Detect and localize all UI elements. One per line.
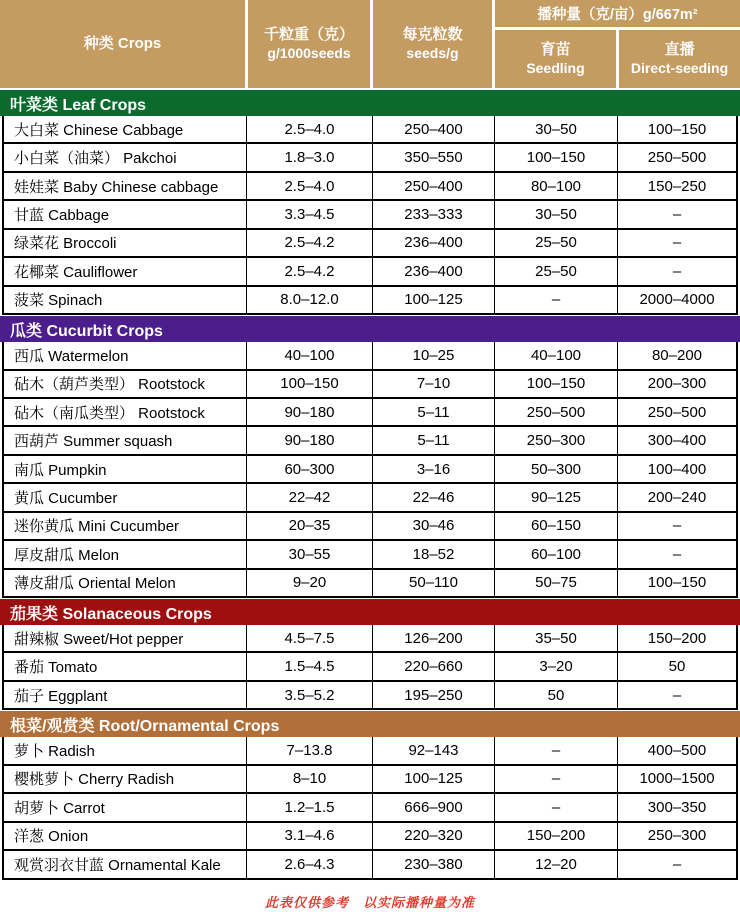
seeds-per-gram-en: seeds/g bbox=[406, 44, 459, 61]
cell-seeds-per-gram: 236–400 bbox=[373, 258, 495, 284]
cell-crop: 甘蓝 Cabbage bbox=[4, 201, 247, 227]
cell-crop: 小白菜（油菜） Pakchoi bbox=[4, 144, 247, 170]
cell-seeds-per-gram: 50–110 bbox=[373, 570, 495, 596]
thousand-seed-weight-zh: 千粒重（克） bbox=[263, 25, 354, 43]
cell-seedling-rate: 30–50 bbox=[495, 116, 618, 142]
cell-crop: 菠菜 Spinach bbox=[4, 287, 247, 313]
cell-crop: 迷你黄瓜 Mini Cucumber bbox=[4, 513, 247, 539]
cell-seeds-per-gram: 7–10 bbox=[373, 371, 495, 397]
cell-weight: 2.5–4.0 bbox=[247, 116, 373, 142]
cell-seedling-rate: 3–20 bbox=[495, 653, 618, 679]
column-header-seeding-rate bbox=[495, 0, 740, 27]
cell-seeds-per-gram: 100–125 bbox=[373, 766, 495, 792]
table-row bbox=[4, 287, 736, 315]
column-header-crops-label: 种类 Crops bbox=[83, 34, 162, 52]
seeding-rate-subcolumns bbox=[495, 30, 740, 88]
table-row bbox=[4, 766, 736, 794]
cell-direct-rate: – bbox=[672, 855, 682, 873]
cell-seeds-per-gram: 126–200 bbox=[373, 625, 495, 651]
table-row bbox=[4, 625, 736, 653]
cell-crop: 南瓜 Pumpkin bbox=[4, 456, 247, 482]
cell-seeds-per-gram: 5–11 bbox=[373, 399, 495, 425]
cell-direct-rate: 1000–1500 bbox=[639, 770, 715, 788]
cell-seeds-per-gram: 22–46 bbox=[373, 484, 495, 510]
cell-seedling-rate: – bbox=[495, 766, 618, 792]
cell-direct-rate: 300–400 bbox=[647, 432, 707, 450]
cell-seedling-rate: 50 bbox=[495, 682, 618, 708]
table-row bbox=[4, 258, 736, 286]
table-row bbox=[4, 737, 736, 765]
table-row bbox=[4, 427, 736, 455]
table-row bbox=[4, 201, 736, 229]
table-row bbox=[4, 682, 736, 710]
cell-weight: 9–20 bbox=[247, 570, 373, 596]
column-header-direct-seeding bbox=[619, 30, 740, 88]
table-row bbox=[4, 399, 736, 427]
cell-seedling-rate: 90–125 bbox=[495, 484, 618, 510]
cell-seeds-per-gram: 10–25 bbox=[373, 342, 495, 368]
cell-weight: 7–13.8 bbox=[247, 737, 373, 763]
table-row bbox=[4, 173, 736, 201]
cell-crop: 樱桃萝卜 Cherry Radish bbox=[4, 766, 247, 792]
cell-seeds-per-gram: 220–660 bbox=[373, 653, 495, 679]
cell-direct-rate: 200–240 bbox=[647, 488, 707, 506]
table-body bbox=[0, 90, 740, 880]
cell-weight: 1.8–3.0 bbox=[247, 144, 373, 170]
cell-seedling-rate: 60–150 bbox=[495, 513, 618, 539]
column-header-crops bbox=[0, 0, 245, 88]
cell-seeds-per-gram: 236–400 bbox=[373, 230, 495, 256]
seedling-zh: 育苗 bbox=[540, 40, 571, 58]
cell-seeds-per-gram: 233–333 bbox=[373, 201, 495, 227]
cell-weight: 2.5–4.0 bbox=[247, 173, 373, 199]
cell-seedling-rate: 40–100 bbox=[495, 342, 618, 368]
direct-seeding-zh: 直播 bbox=[664, 40, 695, 58]
cell-weight: 30–55 bbox=[247, 541, 373, 567]
cell-seeds-per-gram: 195–250 bbox=[373, 682, 495, 708]
table-row bbox=[4, 484, 736, 512]
column-group-seeding-rate bbox=[495, 0, 740, 88]
table-row bbox=[4, 513, 736, 541]
cell-weight: 3.1–4.6 bbox=[247, 823, 373, 849]
cell-seeds-per-gram: 250–400 bbox=[373, 173, 495, 199]
table-row bbox=[4, 823, 736, 851]
table-row bbox=[4, 144, 736, 172]
cell-seedling-rate: 12–20 bbox=[495, 851, 618, 877]
cell-direct-rate: – bbox=[672, 262, 682, 280]
table-row bbox=[4, 851, 736, 879]
section-label: 叶菜类 Leaf Crops bbox=[10, 96, 147, 114]
seeds-per-gram-zh: 每克粒数 bbox=[402, 25, 463, 43]
cell-seedling-rate: 80–100 bbox=[495, 173, 618, 199]
section-rows bbox=[2, 737, 738, 879]
table-row bbox=[4, 230, 736, 258]
cell-crop: 砧木（葫芦类型） Rootstock bbox=[4, 371, 247, 397]
table-header bbox=[0, 0, 740, 88]
cell-seeds-per-gram: 250–400 bbox=[373, 116, 495, 142]
footer-note: 此表仅供参考 以实际播种量为准 bbox=[264, 895, 475, 911]
cell-direct-rate: 300–350 bbox=[647, 798, 707, 816]
cell-weight: 1.5–4.5 bbox=[247, 653, 373, 679]
table-row bbox=[4, 116, 736, 144]
cell-crop: 娃娃菜 Baby Chinese cabbage bbox=[4, 173, 247, 199]
section-header bbox=[0, 599, 740, 625]
column-header-seeds-per-gram bbox=[373, 0, 492, 88]
direct-seeding-en: Direct-seeding bbox=[630, 59, 729, 76]
cell-weight: 90–180 bbox=[247, 399, 373, 425]
cell-crop: 薄皮甜瓜 Oriental Melon bbox=[4, 570, 247, 596]
section-rows bbox=[2, 342, 738, 598]
cell-seedling-rate: 60–100 bbox=[495, 541, 618, 567]
cell-seeds-per-gram: 18–52 bbox=[373, 541, 495, 567]
cell-direct-rate: 80–200 bbox=[651, 346, 703, 364]
cell-direct-rate: 250–500 bbox=[647, 403, 707, 421]
cell-seedling-rate: 30–50 bbox=[495, 201, 618, 227]
cell-seeds-per-gram: 92–143 bbox=[373, 737, 495, 763]
cell-weight: 4.5–7.5 bbox=[247, 625, 373, 651]
cell-crop: 大白菜 Chinese Cabbage bbox=[4, 116, 247, 142]
cell-direct-rate: 150–200 bbox=[647, 629, 707, 647]
cell-direct-rate: – bbox=[672, 234, 682, 252]
table-row bbox=[4, 653, 736, 681]
cell-seedling-rate: 250–500 bbox=[495, 399, 618, 425]
cell-direct-rate: – bbox=[672, 517, 682, 535]
cell-direct-rate: 150–250 bbox=[647, 177, 707, 195]
cell-crop: 番茄 Tomato bbox=[4, 653, 247, 679]
cell-crop: 甜辣椒 Sweet/Hot pepper bbox=[4, 625, 247, 651]
cell-direct-rate: 200–300 bbox=[647, 375, 707, 393]
cell-weight: 3.3–4.5 bbox=[247, 201, 373, 227]
cell-seedling-rate: 50–300 bbox=[495, 456, 618, 482]
cell-direct-rate: 100–150 bbox=[647, 574, 707, 592]
table-row bbox=[4, 570, 736, 598]
cell-seedling-rate: – bbox=[495, 737, 618, 763]
cell-seeds-per-gram: 5–11 bbox=[373, 427, 495, 453]
cell-direct-rate: – bbox=[672, 206, 682, 224]
seedling-en: Seedling bbox=[526, 59, 585, 76]
column-header-seedling bbox=[495, 30, 616, 88]
cell-crop: 西瓜 Watermelon bbox=[4, 342, 247, 368]
seeding-rate-label: 播种量（克/亩）g/667m² bbox=[537, 7, 698, 23]
cell-seedling-rate: – bbox=[495, 794, 618, 820]
cell-crop: 黄瓜 Cucumber bbox=[4, 484, 247, 510]
section-rows bbox=[2, 625, 738, 710]
cell-weight: 8–10 bbox=[247, 766, 373, 792]
cell-seedling-rate: – bbox=[495, 287, 618, 313]
cell-seeds-per-gram: 350–550 bbox=[373, 144, 495, 170]
cell-crop: 萝卜 Radish bbox=[4, 737, 247, 763]
cell-weight: 90–180 bbox=[247, 427, 373, 453]
cell-crop: 胡萝卜 Carrot bbox=[4, 794, 247, 820]
cell-direct-rate: 400–500 bbox=[647, 742, 707, 760]
section-rows bbox=[2, 116, 738, 315]
section-header bbox=[0, 711, 740, 737]
cell-direct-rate: 100–400 bbox=[647, 460, 707, 478]
thousand-seed-weight-en: g/1000seeds bbox=[267, 44, 351, 61]
section-label: 瓜类 Cucurbit Crops bbox=[10, 322, 163, 340]
cell-crop: 西葫芦 Summer squash bbox=[4, 427, 247, 453]
cell-seeds-per-gram: 666–900 bbox=[373, 794, 495, 820]
cell-direct-rate: 250–500 bbox=[647, 149, 707, 167]
table-row bbox=[4, 456, 736, 484]
cell-seeds-per-gram: 30–46 bbox=[373, 513, 495, 539]
cell-weight: 2.5–4.2 bbox=[247, 258, 373, 284]
cell-seeds-per-gram: 3–16 bbox=[373, 456, 495, 482]
cell-weight: 60–300 bbox=[247, 456, 373, 482]
cell-seedling-rate: 250–300 bbox=[495, 427, 618, 453]
cell-seedling-rate: 100–150 bbox=[495, 371, 618, 397]
section-header bbox=[0, 316, 740, 342]
cell-direct-rate: – bbox=[672, 545, 682, 563]
cell-crop: 茄子 Eggplant bbox=[4, 682, 247, 708]
cell-direct-rate: 250–300 bbox=[647, 827, 707, 845]
cell-seedling-rate: 50–75 bbox=[495, 570, 618, 596]
section-label: 根菜/观赏类 Root/Ornamental Crops bbox=[10, 717, 280, 735]
cell-seedling-rate: 100–150 bbox=[495, 144, 618, 170]
table-row bbox=[4, 541, 736, 569]
cell-seeds-per-gram: 220–320 bbox=[373, 823, 495, 849]
cell-seedling-rate: 150–200 bbox=[495, 823, 618, 849]
table-row bbox=[4, 794, 736, 822]
cell-crop: 花椰菜 Cauliflower bbox=[4, 258, 247, 284]
cell-weight: 2.5–4.2 bbox=[247, 230, 373, 256]
column-header-thousand-seed-weight bbox=[248, 0, 370, 88]
cell-direct-rate: 2000–4000 bbox=[639, 291, 715, 309]
cell-crop: 砧木（南瓜类型） Rootstock bbox=[4, 399, 247, 425]
cell-weight: 1.2–1.5 bbox=[247, 794, 373, 820]
cell-weight: 20–35 bbox=[247, 513, 373, 539]
cell-seedling-rate: 35–50 bbox=[495, 625, 618, 651]
cell-seedling-rate: 25–50 bbox=[495, 258, 618, 284]
section-label: 茄果类 Solanaceous Crops bbox=[10, 605, 212, 623]
table-row bbox=[4, 342, 736, 370]
cell-crop: 厚皮甜瓜 Melon bbox=[4, 541, 247, 567]
cell-direct-rate: – bbox=[672, 686, 682, 704]
cell-direct-rate: 50 bbox=[668, 658, 686, 676]
cell-seeds-per-gram: 230–380 bbox=[373, 851, 495, 877]
cell-seedling-rate: 25–50 bbox=[495, 230, 618, 256]
cell-crop: 洋葱 Onion bbox=[4, 823, 247, 849]
cell-weight: 100–150 bbox=[247, 371, 373, 397]
section-header bbox=[0, 90, 740, 116]
cell-weight: 3.5–5.2 bbox=[247, 682, 373, 708]
cell-weight: 2.6–4.3 bbox=[247, 851, 373, 877]
cell-weight: 22–42 bbox=[247, 484, 373, 510]
table-row bbox=[4, 371, 736, 399]
cell-direct-rate: 100–150 bbox=[647, 120, 707, 138]
cell-weight: 40–100 bbox=[247, 342, 373, 368]
cell-weight: 8.0–12.0 bbox=[247, 287, 373, 313]
cell-crop: 观赏羽衣甘蓝 Ornamental Kale bbox=[4, 851, 247, 877]
cell-seeds-per-gram: 100–125 bbox=[373, 287, 495, 313]
cell-crop: 绿菜花 Broccoli bbox=[4, 230, 247, 256]
